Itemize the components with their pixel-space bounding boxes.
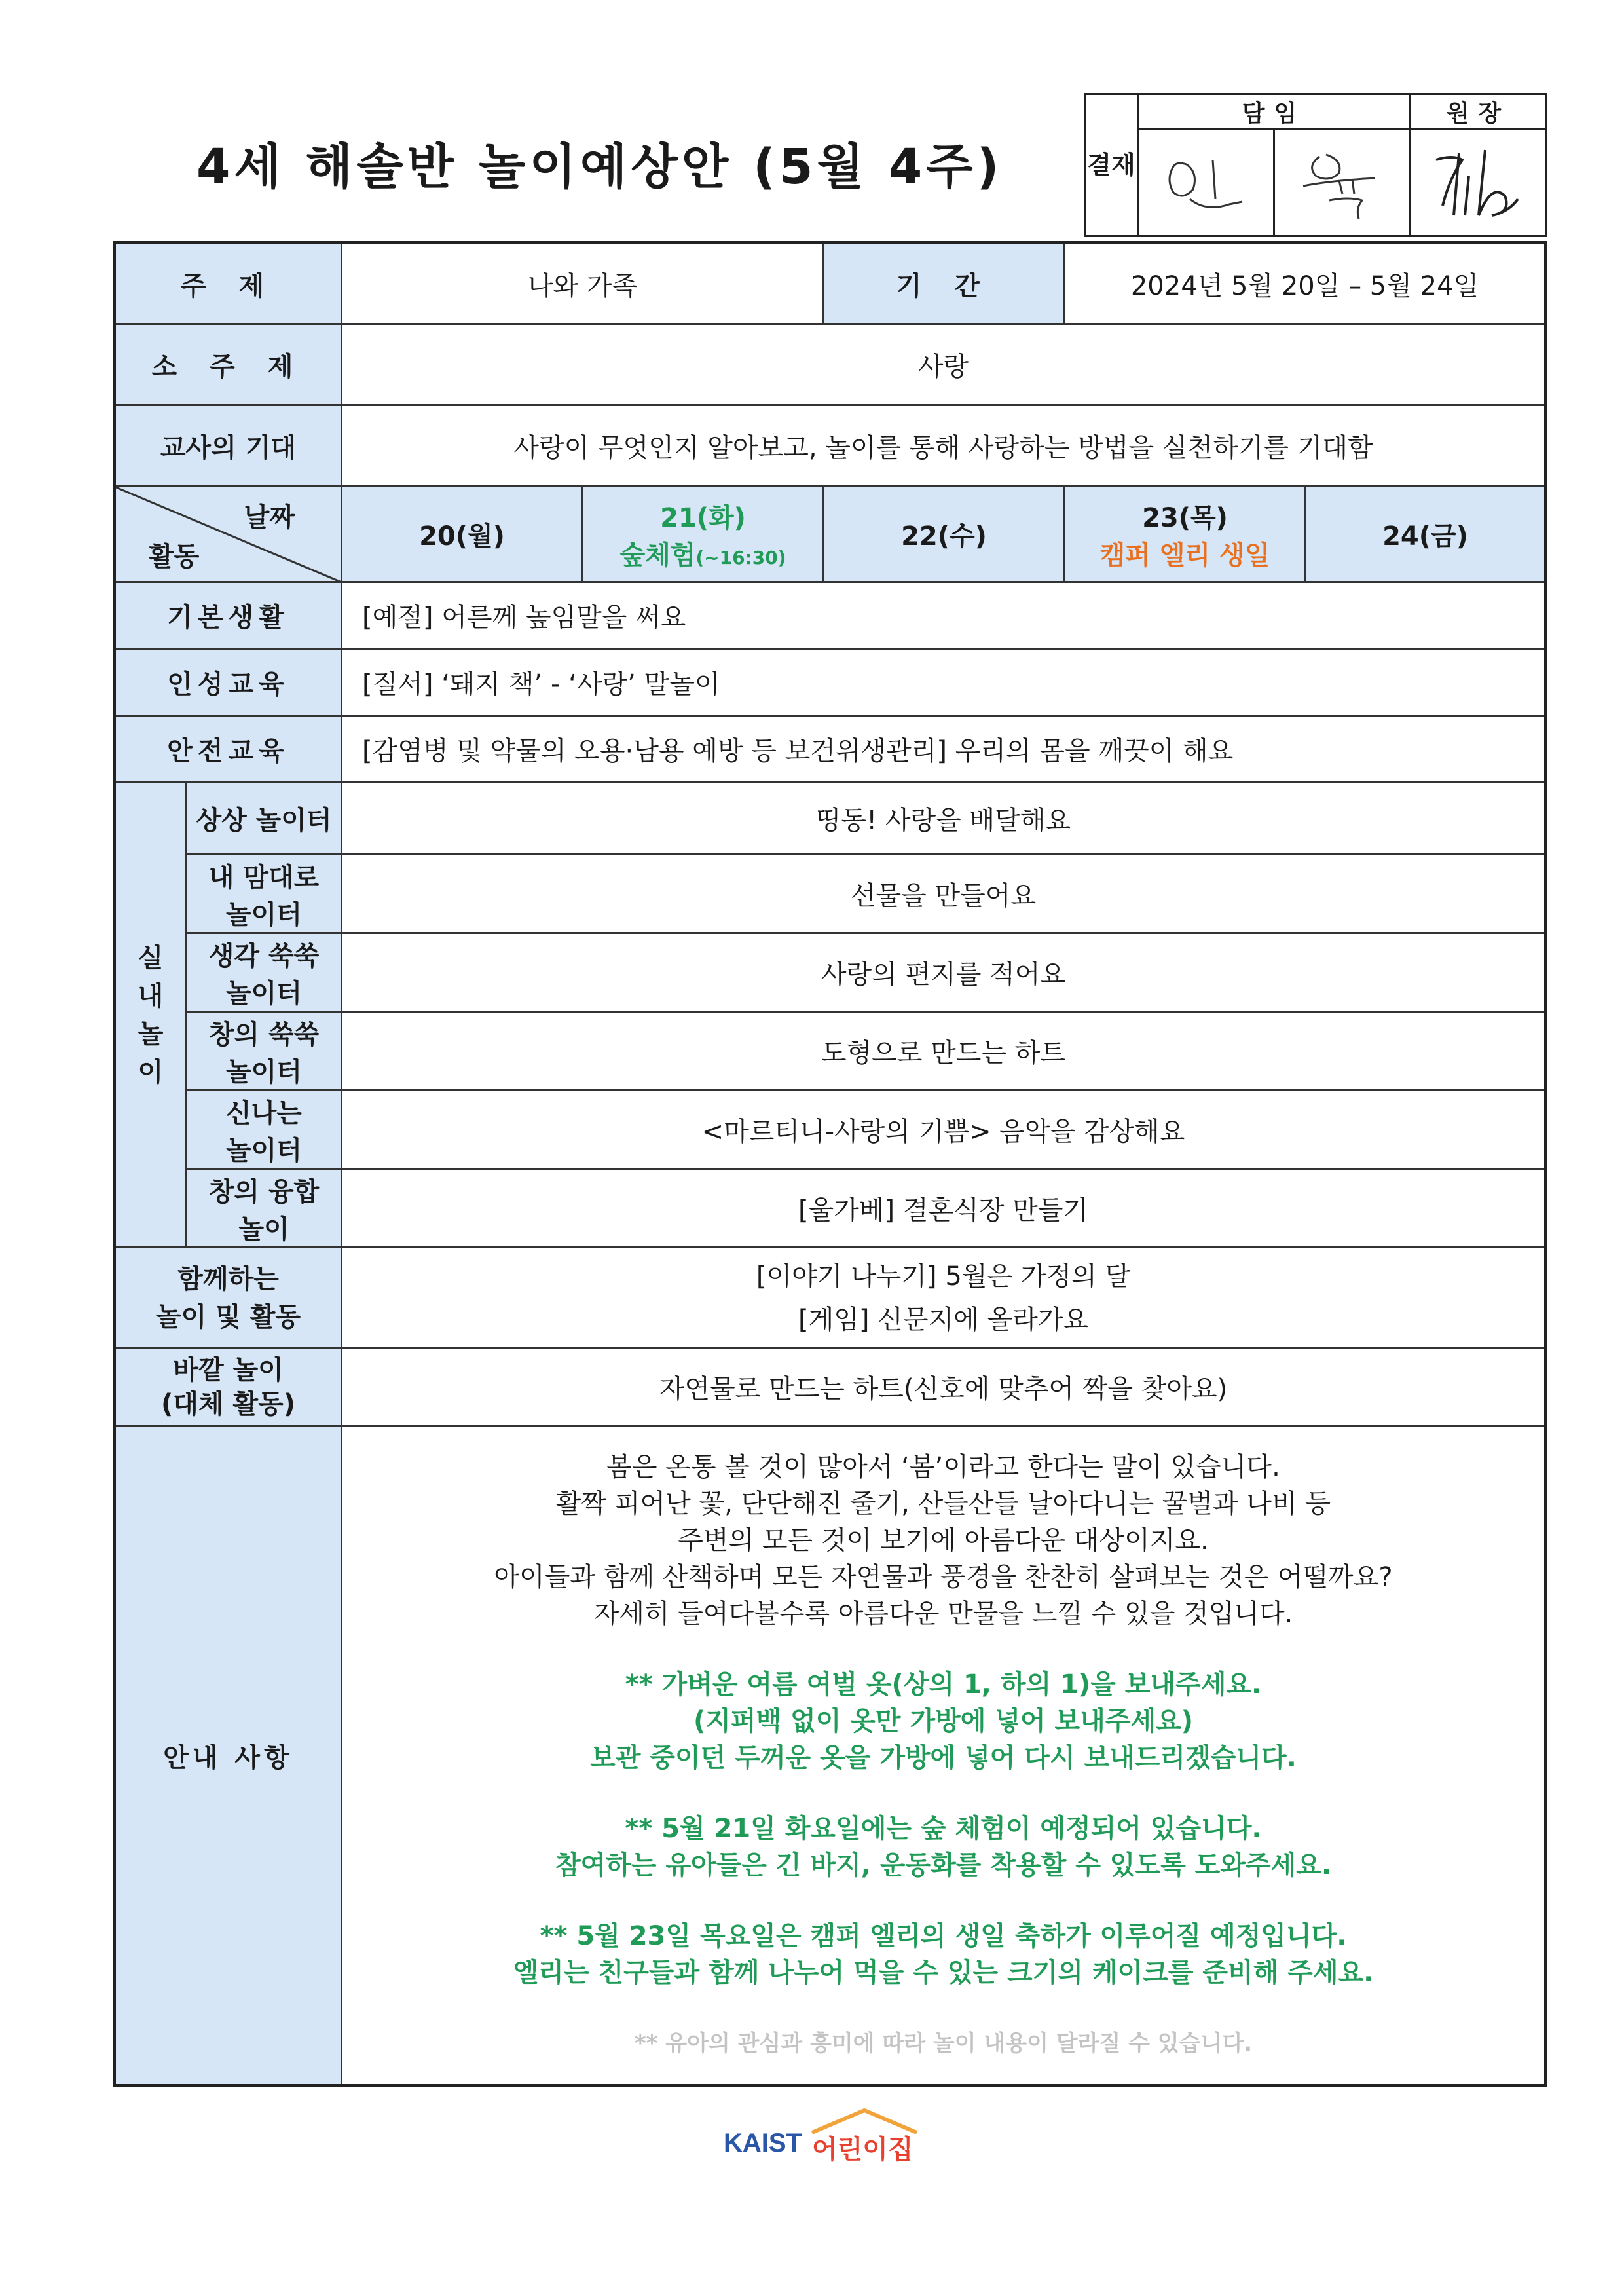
indoor-area-value: 선물을 만들어요 bbox=[342, 855, 1546, 933]
date-label: 날짜 bbox=[244, 502, 295, 532]
day-mon: 20(월) bbox=[342, 487, 583, 582]
approval-label: 결재 bbox=[1085, 94, 1138, 236]
expectation-value: 사랑이 무엇인지 알아보고, 놀이를 통해 사랑하는 방법을 실천하기를 기대함 bbox=[342, 405, 1546, 487]
indoor-area-value: 사랑의 편지를 적어요 bbox=[342, 933, 1546, 1012]
day-tue bbox=[583, 487, 824, 582]
day-wed: 22(수) bbox=[824, 487, 1065, 582]
expectation-label: 교사의 기대 bbox=[115, 405, 342, 487]
character-edu-label: 인성교육 bbox=[115, 649, 342, 716]
logo-brand: KAIST bbox=[724, 2129, 802, 2157]
outdoor-label: 바깥 놀이 (대체 활동) bbox=[115, 1349, 342, 1426]
indoor-area-label: 내 맘대로 놀이터 bbox=[187, 855, 342, 933]
indoor-row-2 bbox=[115, 855, 1546, 933]
signature-2-icon bbox=[1290, 140, 1395, 225]
indoor-row-5 bbox=[115, 1091, 1546, 1169]
indoor-area-value: <마르티니-사랑의 기쁨> 음악을 감상해요 bbox=[342, 1091, 1546, 1169]
indoor-row-3 bbox=[115, 933, 1546, 1012]
notice-content bbox=[342, 1426, 1546, 2086]
teacher-signature-2 bbox=[1274, 130, 1411, 236]
notice-intro: 봄은 온통 볼 것이 많아서 ‘봄’이라고 한다는 말이 있습니다. 활짝 피어난 꽃, 단단해진 줄기, 산들산들 날아다니는 꿀벌과 나비 등 주변의 모든 것이 보기에 아름다운 대상이지요. 아이들과 함께 산책하며 모든 자연물과 풍경을 찬찬히 살펴보는 것은 어떨까요? 자세히 들여다볼수록 아름다운 만물을 느낄 수 있을 것입니다. bbox=[494, 1452, 1393, 1629]
logo-name bbox=[812, 2129, 913, 2166]
page-title: 4세 해솔반 놀이예상안 (5월 4주) bbox=[196, 139, 1003, 195]
teacher-header: 담임 bbox=[1138, 94, 1411, 130]
indoor-area-label: 생각 쑥쑥 놀이터 bbox=[187, 933, 342, 1012]
notice-clothes: ** 가벼운 여름 여벌 옷(상의 1, 하의 1)을 보내주세요. (지퍼백 없이 옷만 가방에 넣어 보내주세요) 보관 중이던 두꺼운 옷을 가방에 넣어 다시 보내드리겠습니다. bbox=[590, 1670, 1297, 1773]
notice-footnote: ** 유아의 관심과 흥미에 따라 놀이 내용이 달라질 수 있습니다. bbox=[634, 2030, 1253, 2057]
outdoor-value: 자연물로 만드는 하트(신호에 맞추어 짝을 찾아요) bbox=[342, 1349, 1546, 1426]
indoor-area-value: [울가베] 결혼식장 만들기 bbox=[342, 1169, 1546, 1248]
approval-box bbox=[1084, 93, 1547, 237]
subtopic-value: 사랑 bbox=[342, 324, 1546, 405]
plan-table bbox=[113, 241, 1547, 2087]
signature-1-icon bbox=[1154, 147, 1259, 219]
safety-edu-label: 안전교육 bbox=[115, 716, 342, 783]
day-tue-date: 21(화) bbox=[660, 502, 746, 533]
schedule-header bbox=[115, 487, 342, 582]
director-signature bbox=[1411, 130, 1547, 236]
indoor-area-value: 도형으로 만드는 하트 bbox=[342, 1012, 1546, 1091]
topic-row bbox=[115, 243, 1546, 324]
notice-label: 안내 사항 bbox=[115, 1426, 342, 2086]
indoor-area-label: 상상 놀이터 bbox=[187, 783, 342, 855]
indoor-area-label: 창의 쑥쑥 놀이터 bbox=[187, 1012, 342, 1091]
together-value: [이야기 나누기] 5월은 가정의 달 [게임] 신문지에 올라가요 bbox=[342, 1248, 1546, 1349]
notice-forest: ** 5월 21일 화요일에는 숲 체험이 예정되어 있습니다. 참여하는 유아들은 긴 바지, 운동화를 착용할 수 있도록 도와주세요. bbox=[555, 1814, 1332, 1880]
indoor-row-4 bbox=[115, 1012, 1546, 1091]
together-row bbox=[115, 1248, 1546, 1349]
indoor-area-label: 신나는 놀이터 bbox=[187, 1091, 342, 1169]
together-label: 함께하는 놀이 및 활동 bbox=[115, 1248, 342, 1349]
character-edu-row bbox=[115, 649, 1546, 716]
teacher-signature-1 bbox=[1138, 130, 1274, 236]
indoor-row-6 bbox=[115, 1169, 1546, 1248]
schedule-row bbox=[115, 487, 1546, 582]
notice-row bbox=[115, 1426, 1546, 2086]
topic-label: 주 제 bbox=[115, 243, 342, 324]
day-thu-note: 캠퍼 엘리 생일 bbox=[1099, 540, 1270, 570]
day-thu bbox=[1065, 487, 1306, 582]
indoor-row-1 bbox=[115, 783, 1546, 855]
outdoor-row bbox=[115, 1349, 1546, 1426]
day-fri: 24(금) bbox=[1306, 487, 1546, 582]
day-thu-date: 23(목) bbox=[1142, 502, 1228, 533]
basic-life-value: [예절] 어른께 높임말을 써요 bbox=[342, 582, 1546, 649]
safety-edu-value: [감염병 및 약물의 오용·남용 예방 등 보건위생관리] 우리의 몸을 깨끗이 해요 bbox=[342, 716, 1546, 783]
logo-name-text: 어린이집 bbox=[812, 2135, 913, 2165]
activity-label: 활동 bbox=[149, 542, 200, 572]
basic-life-row bbox=[115, 582, 1546, 649]
notice-birthday: ** 5월 23일 목요일은 캠퍼 엘리의 생일 축하가 이루어질 예정입니다. 엘리는 친구들과 함께 나누어 먹을 수 있는 크기의 케이크를 준비해 주세요. bbox=[513, 1921, 1374, 1988]
subtopic-row bbox=[115, 324, 1546, 405]
expectation-row bbox=[115, 405, 1546, 487]
subtopic-label: 소 주 제 bbox=[115, 324, 342, 405]
day-tue-note: 숲체험(~16:30) bbox=[619, 540, 786, 570]
indoor-label: 실 내 놀 이 bbox=[115, 783, 187, 1248]
indoor-area-label: 창의 융합 놀이 bbox=[187, 1169, 342, 1248]
period-value: 2024년 5월 20일 – 5월 24일 bbox=[1065, 243, 1546, 324]
safety-edu-row bbox=[115, 716, 1546, 783]
basic-life-label: 기본생활 bbox=[115, 582, 342, 649]
indoor-area-value: 띵동! 사랑을 배달해요 bbox=[342, 783, 1546, 855]
period-label: 기 간 bbox=[824, 243, 1065, 324]
kaist-logo bbox=[724, 2114, 920, 2167]
topic-value: 나와 가족 bbox=[342, 243, 824, 324]
character-edu-value: [질서] ‘돼지 책’ - ‘사랑’ 말놀이 bbox=[342, 649, 1546, 716]
director-signature-icon bbox=[1423, 140, 1534, 225]
director-header: 원장 bbox=[1411, 94, 1547, 130]
